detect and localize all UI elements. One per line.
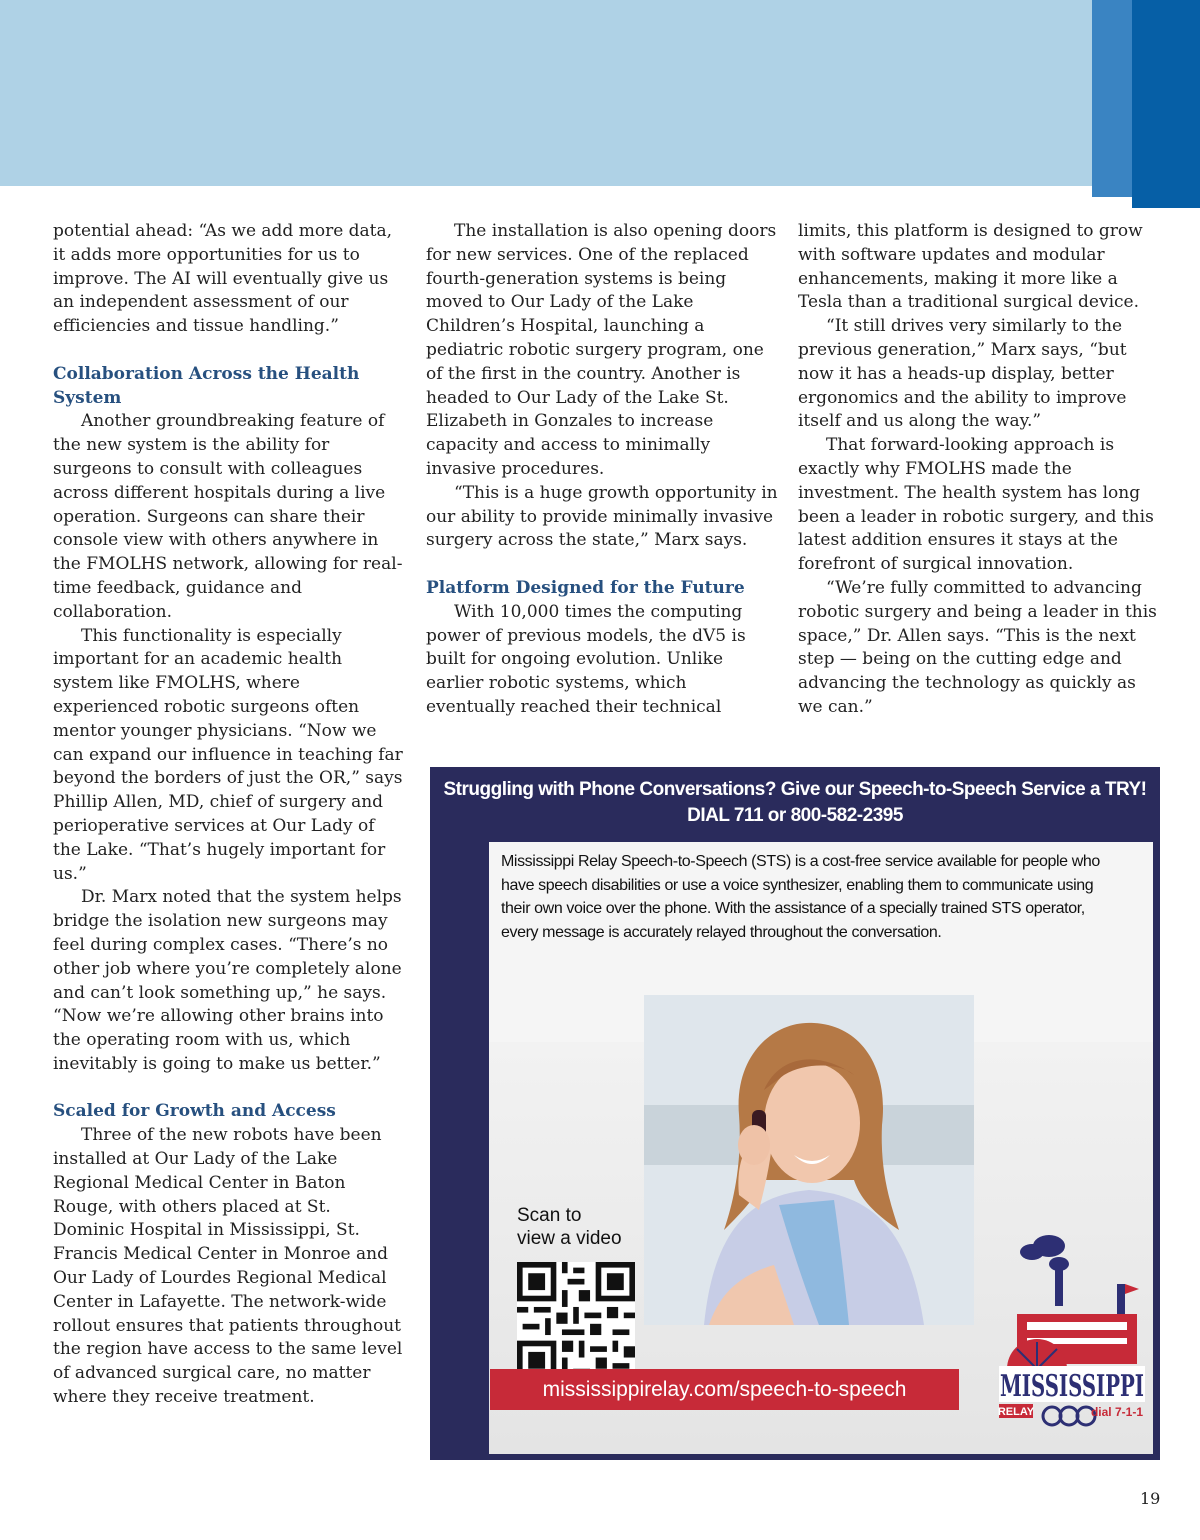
scan-caption-line: Scan to — [517, 1205, 582, 1226]
paragraph: limits, this platform is designed to grow with software updates and modular enhancements, making it more like a Tesla than a traditional surgical device. — [798, 221, 1143, 313]
logo-wordmark: MISSISSIPPI — [1000, 1369, 1144, 1404]
paragraph: “It still drives very similarly to the previous generation,” Marx says, “but now it has a heads-up display, better ergonomics and the ability to improve itself and us along the way.” — [798, 316, 1127, 432]
ad-panel — [489, 842, 1153, 1454]
page-number: 19 — [1140, 1489, 1161, 1508]
paragraph: “This is a huge growth opportunity in our ability to provide minimally invasive surgery across the state,” Marx says. — [426, 482, 778, 551]
ad-headline-text: Struggling with Phone Conversations? Give our Speech-to-Speech Service a TRY! — [443, 779, 1147, 800]
mississippi-relay-logo — [997, 1224, 1147, 1454]
qr-code-icon[interactable] — [517, 1262, 635, 1380]
article-column-3 — [798, 220, 1160, 720]
logo-relay-label: RELAY — [997, 1406, 1035, 1418]
paragraph: Three of the new robots have been installed at Our Lady of the Lake Regional Medical Center in Baton Rouge, with others placed at St. Dominic Hospital in Mississippi, St. Francis Medical Center in Monroe and Our Lady of Lourdes Regional Medical Center in Lafayette. The network-wide rollout ensures that patients throughout the region have access to the same level of advanced surgical care, no matter where they receive treatment. — [53, 1125, 403, 1408]
paragraph: This functionality is especially important for an academic health system like FMOLHS, where experienced robotic surgeons often mentor younger physicians. “Now we can expand our influence in teaching far beyond the borders of just the OR,” says Phillip Allen, MD, chief of surgery and perioperative services at Our Lady of the Lake. “That’s hugely important for us.” — [53, 625, 403, 884]
section-heading: Collaboration Across the Health System — [53, 363, 360, 408]
header-tab-dark — [1132, 0, 1200, 208]
header-tab-light — [1092, 0, 1132, 197]
section-heading: Scaled for Growth and Access — [53, 1101, 336, 1122]
ad-body-text: Mississippi Relay Speech-to-Speech (STS) is a cost-free service available for people who have speech disabilities or use a voice synthesizer, enabling them to communicate using their own voice over the phone. With the assistance of a specially trained STS operator, every message is accurately relayed throughout the conversation. — [501, 853, 1100, 941]
header-band — [0, 0, 1092, 186]
paragraph: Dr. Marx noted that the system helps bridge the isolation new surgeons may feel during complex cases. “There’s no other job where you’re completely alone and can’t look something up,” he says. “Now we’re allowing other brains into the operating room with us, which inevitably is going to make us better.” — [53, 887, 402, 1074]
ad-headline — [430, 777, 1160, 828]
relay-advertisement — [430, 767, 1160, 1460]
paragraph: That forward-looking approach is exactly why FMOLHS made the investment. The health system has long been a leader in robotic surgery, and this latest addition ensures it stays at the forefront of surgical innovation. — [798, 435, 1154, 575]
paragraph: With 10,000 times the computing power of previous models, the dV5 is built for ongoing evolution. Unlike earlier robotic systems, which eventually reached their technical — [426, 601, 746, 717]
article-column-1 — [53, 220, 405, 1410]
paragraph: Another groundbreaking feature of the new system is the ability for surgeons to consult with colleagues across different hospitals during a live operation. Surgeons can share their console view with others anywhere in the FMOLHS network, allowing for real-time feedback, guidance and collaboration. — [53, 411, 403, 622]
paragraph: The installation is also opening doors for new services. One of the replaced fourth-generation systems is being moved to Our Lady of the Lake Children’s Hospital, launching a pediatric robotic surgery program, one of the first in the country. Another is headed to Our Lady of the Lake St. Elizabeth in Gonzales to increase capacity and access to minimally invasive procedures. — [426, 221, 777, 479]
paragraph: potential ahead: “As we add more data, it adds more opportunities for us to improve. The AI will eventually give us an independent assessment of our efficiencies and tissue handling.” — [53, 221, 393, 337]
ad-url-link[interactable]: mississippirelay.com/speech-to-speech — [490, 1369, 959, 1410]
ad-dial-text: DIAL 711 or 800-582-2395 — [687, 805, 903, 826]
article-column-2 — [426, 220, 778, 720]
scan-caption-line: view a video — [517, 1228, 622, 1249]
scan-caption — [517, 1204, 622, 1250]
paragraph: “We’re fully committed to advancing robotic surgery and being a leader in this space,” Dr. Allen says. “This is the next step — being on the cutting edge and advancing the technology as quickly as we can.” — [798, 577, 1157, 717]
section-heading: Platform Designed for the Future — [426, 577, 745, 598]
woman-on-phone-photo — [644, 995, 974, 1325]
logo-dial-label: dial 7-1-1 — [1090, 1405, 1143, 1419]
